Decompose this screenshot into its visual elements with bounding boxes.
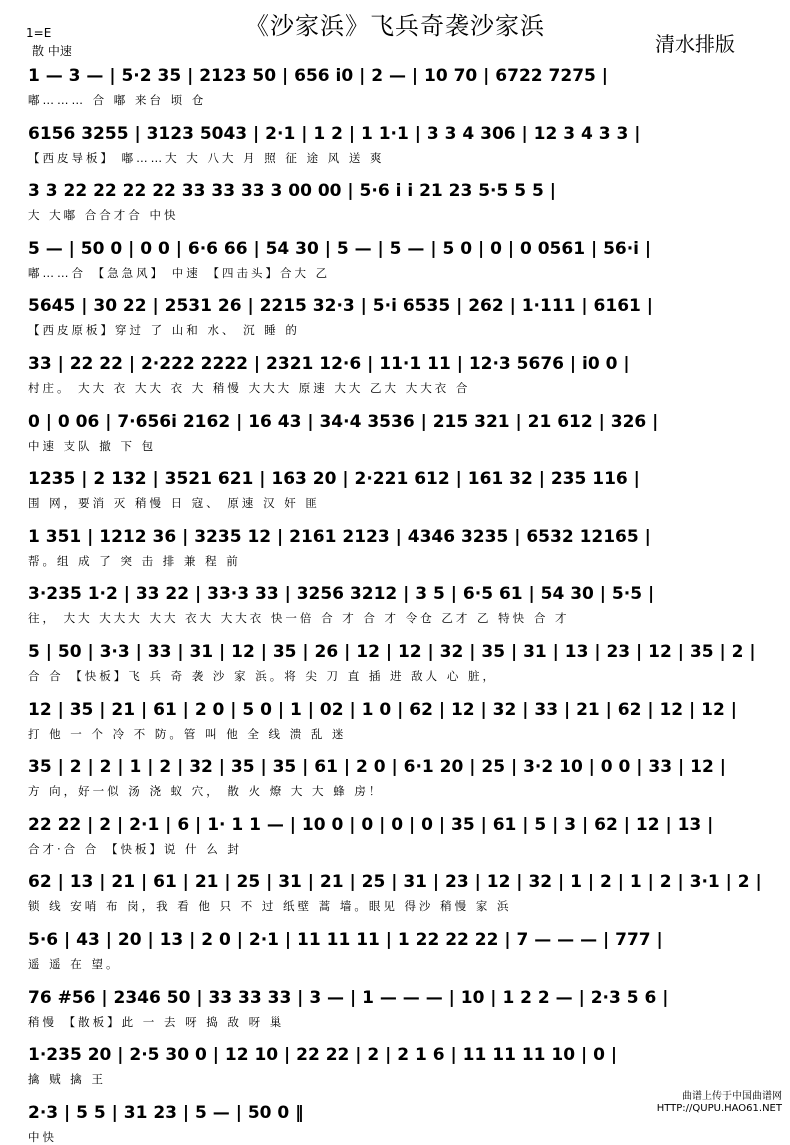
notation-line: 62 | 13 | 21 | 61 | 21 | 25 | 31 | 21 | 25 | 31 | 23 | 12 | 32 | 1 | 2 | 1 | 2 | 3·1 | 2 |	[28, 872, 762, 893]
notation-line: 76 #56 | 2346 50 | 33 33 33 | 3 — | 1 — — — | 10 | 1 2 2 — | 2·3 5 6 |	[28, 987, 669, 1008]
footer-line-1: 曲谱上传于中国曲谱网	[682, 1091, 782, 1102]
lyrics-line: 合才·合 合 【快板】说 什 么 封	[28, 841, 242, 856]
lyrics-line: 中快	[28, 1129, 57, 1144]
notation-line: 5645 | 30 22 | 2531 26 | 2215 32·3 | 5·i 6535 | 262 | 1·111 | 6161 |	[28, 296, 653, 317]
notation-line: 3 3 22 22 22 22 33 33 33 3 00 00 | 5·6 i i 21 23 5·5 5 5 |	[28, 181, 556, 202]
lyrics-line: 嘟……… 合 嘟 来台 顷 仓	[28, 93, 207, 107]
lyrics-line: 帮。组 成 了 突 击 排 兼 程 前	[28, 553, 241, 568]
staff-row	[28, 638, 768, 670]
key-signature: 1=E	[26, 26, 52, 40]
lyrics-line: 围 网，要消 灭 稍慢 日 寇、 原速 汉 奸 匪	[28, 496, 320, 511]
notation-line: 12 | 35 | 21 | 61 | 2 0 | 5 0 | 1 | 02 | 1 0 | 62 | 12 | 32 | 33 | 21 | 62 | 12 | 12 |	[28, 699, 737, 720]
tempo-marking: 散 中速	[32, 44, 72, 58]
notation-line: 1235 | 2 132 | 3521 621 | 163 20 | 2·221 612 | 161 32 | 235 116 |	[28, 469, 640, 490]
notation-line: 3·235 1·2 | 33 22 | 33·3 33 | 3256 3212 | 3 5 | 6·5 61 | 54 30 | 5·5 |	[28, 584, 655, 605]
staff-row	[28, 580, 768, 612]
notation-line: 22 22 | 2 | 2·1 | 6 | 1· 1 1 — | 10 0 | 0 | 0 | 0 | 35 | 61 | 5 | 3 | 62 | 12 | 13 |	[28, 814, 714, 835]
lyrics-line: 村庄。 大大 衣 大大 衣 大 稍慢 大大大 原速 大大 乙大 大大衣 合	[28, 381, 471, 395]
page-title: 《沙家浜》飞兵奇袭沙家浜	[245, 12, 545, 40]
lyrics-line: 遥 遥 在 望。	[28, 957, 121, 971]
staff-row	[28, 696, 768, 728]
notation-line: 2·3 | 5 5 | 31 23 | 5 — | 50 0 ‖	[28, 1102, 304, 1123]
notation-line: 0 | 0 06 | 7·656i 2162 | 16 43 | 34·4 3536 | 215 321 | 21 612 | 326 |	[28, 411, 659, 432]
notation-line: 6156 3255 | 3123 5043 | 2·1 | 1 2 | 1 1·1 | 3 3 4 306 | 12 3 4 3 3 |	[28, 123, 641, 144]
lyrics-line: 合 合 【快板】飞 兵 奇 袭 沙 家 浜。将 尖 刀 直 插 进 敌人 心 脏，	[28, 669, 497, 683]
notation-line: 33 | 22 22 | 2·222 2222 | 2321 12·6 | 11·1 11 | 12·3 5676 | i0 0 |	[28, 354, 630, 374]
notation-line: 35 | 2 | 2 | 1 | 2 | 32 | 35 | 35 | 61 | 2 0 | 6·1 20 | 25 | 3·2 10 | 0 0 | 33 | 12 |	[28, 757, 726, 778]
staff-row	[28, 235, 768, 267]
staff-row	[28, 465, 768, 497]
staff-row	[28, 811, 768, 843]
notation-line: 1 — 3 — | 5·2 35 | 2123 50 | 656 i0 | 2 — | 10 70 | 6722 7275 |	[28, 66, 608, 86]
notation-line: 1 351 | 1212 36 | 3235 12 | 2161 2123 | 4346 3235 | 6532 12165 |	[28, 526, 651, 547]
staff-row	[28, 523, 768, 555]
staff-row	[28, 350, 768, 382]
staff-row	[28, 177, 768, 209]
lyrics-line: 方 向，好一似 汤 浇 蚁 穴， 散 火 燎 大 大 蜂 房！	[28, 784, 384, 799]
lyrics-line: 大 大嘟 合合才合 中快	[28, 208, 179, 223]
lyrics-line: 打 他 一 个 冷 不 防。管 叫 他 全 线 溃 乱 迷	[28, 726, 347, 741]
footer-line-2: HTTP://QUPU.HAO61.NET	[656, 1103, 782, 1114]
lyrics-line: 嘟……合 【急急风】 中速 【四击头】合大 乙	[28, 265, 331, 280]
notation-line: 5 | 50 | 3·3 | 33 | 31 | 12 | 35 | 26 | 12 | 12 | 32 | 35 | 31 | 13 | 23 | 12 | 35 | 2 |	[28, 642, 756, 662]
lyrics-line: 往， 大大 大大大 大大 衣大 大大衣 快一倍 合 才 合 才 令仓 乙才 乙 特快 合 才	[28, 611, 570, 626]
staff-row	[28, 753, 768, 785]
notation-line: 5·6 | 43 | 20 | 13 | 2 0 | 2·1 | 11 11 11 | 1 22 22 22 | 7 — — — | 777 |	[28, 930, 663, 950]
staff-row	[28, 120, 768, 152]
staff-row	[28, 408, 768, 440]
staff-row	[28, 984, 768, 1016]
lyrics-line: 中速 支队 撤 下 包	[28, 438, 157, 453]
lyrics-line: 【西皮原板】穿过 了 山和 水、 沉 睡 的	[28, 323, 300, 338]
staff-row	[28, 926, 768, 958]
notation-line: 5 — | 50 0 | 0 0 | 6·6 66 | 54 30 | 5 — | 5 — | 5 0 | 0 | 0 0561 | 56·i |	[28, 238, 652, 259]
lyrics-line: 锁 线 安哨 布 岗，我 看 他 只 不 过 纸壁 蒿 墙。眼见 得沙 稍慢 家 浜	[28, 899, 512, 914]
site-footer	[657, 1091, 782, 1115]
lyrics-line: 稍慢 【散板】此 一 去 呀 捣 敌 呀 巢	[28, 1014, 285, 1029]
lyrics-line: 擒 贼 擒 王	[28, 1072, 106, 1087]
staff-row	[28, 62, 768, 94]
editor-credit: 清水排版	[655, 32, 735, 56]
staff-row	[28, 868, 768, 900]
lyrics-line: 【西皮导板】 嘟……大 大 八大 月 照 征 途 风 送 爽	[28, 150, 385, 165]
staff-row	[28, 1041, 768, 1073]
notation-line: 1·235 20 | 2·5 30 0 | 12 10 | 22 22 | 2 | 2 1 6 | 11 11 11 10 | 0 |	[28, 1045, 618, 1066]
staff-row	[28, 292, 768, 324]
